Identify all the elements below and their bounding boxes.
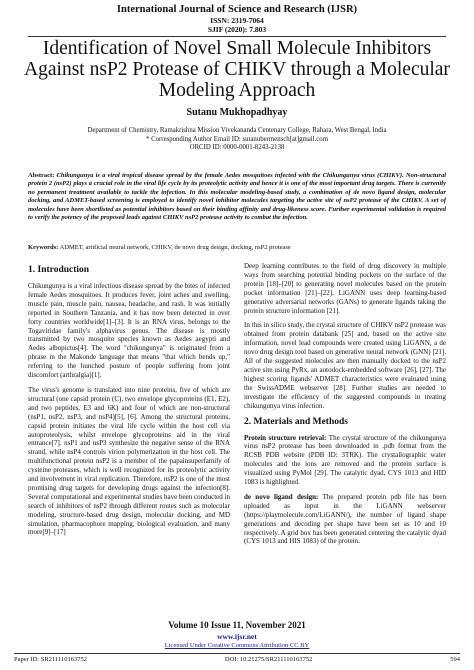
ligand-design-text: The prepared protein pdb file has been uploaded as input in the LiGANN webserver (https://playmolecule.com/LiGANN/), the number of ligand shape generations and decoding per shape have been set as 10 and 10 respectively. A grid box has been generated centering the catalytic dyad (CYS 1013 and HIS 1083) of the protein. xyxy=(244,492,446,546)
orcid-id[interactable]: ORCID ID: 0000-0001-8243-2138 xyxy=(189,144,285,152)
doi[interactable]: DOI: 10.21275/SR211110163752 xyxy=(224,656,313,663)
footer-rule xyxy=(14,653,460,654)
abstract-text: Chikungunya is a viral tropical disease spread by the female Aedes mosquitoes infected with the Chikungunya virus (CHIKV). Non-structural protein 2 (nsP2) plays a crucial role in the viral life cycle by its proteolytic activity and hence it is one of the most important drug targets. There is currently no permanent treatment available to tackle the infection. In this molecular modeling-based study, a combination of de novo ligand design, molecular docking, and ADMET-based screening is employed to identify novel inhibitor molecules targeting the active site of nsP2 protease of the CHIKV. A set of molecules have been shortlisted as potential inhibitors based on their binding affinity and drug-likeness score. Further experimental validation is required to verify the potency of the proposed leads against CHIKV nsP2 protease activity to combat the infection. xyxy=(28,172,446,222)
header-rule xyxy=(28,36,446,37)
keywords-text: ADMET, artificial neural network, CHIKV, de novo drug design, docking, nsP2 protease xyxy=(59,244,291,251)
paper-title: Identification of Novel Small Molecule Inhibitors Against nsP2 Protease of CHIKV through a Molecular Modeling Approach xyxy=(24,38,450,101)
paper-id: Paper ID: SR211110163752 xyxy=(14,656,87,663)
journal-name: International Journal of Science and Research (IJSR) xyxy=(116,4,358,15)
affiliation-block xyxy=(60,127,414,153)
methods-paragraph-2 xyxy=(244,493,446,546)
left-column xyxy=(28,262,230,543)
intro-paragraph-1: Chikungunya is a viral infectious disease spread by the bites of infected female Aedes mosquitoes. It produces fever, joint aches and swelling, muscle pain, muscle pain, nausea, headache, and rash. It was initially reported in Southern Tanzania, and it has now been detected in over forty countries worldwide[1]–[3]. It is an RNA virus, belongs to the Togaviridae family's alphavirus genus. The disease is mostly transmitted by two mosquito species known as Aedes aegypti and Aedes albopictus[4]. The word "chikungunya" is originated from a phrase in the Makonde language that means "that which bends up," referring to the hunched posture of people suffering from joint discomfort (arthralgia)[1]. xyxy=(28,282,230,380)
sjif: SJIF (2020): 7.803 xyxy=(207,25,267,34)
intro-paragraph-2: The virus's genome is translated into nine proteins, five of which are structural (one capsid protein (C), two envelope glycoproteins (E1, E2), and two peptides, E3 and 6K) and four of which are non-structural (nsP1, nsP2, nsP3, and nsP4)[5], [6]. Among the structural proteins, capsid protein initiates the viral life cycle within the host cell via autoproteolysis, whilst envelope glycoproteins aid in the viral entrance[7]. nsP1 and nsP3 synthesize the negative sense of the RNA strand, while nsP4 controls virion polymerization in the host cell. The multifunctional protein nsP2 is a member of the papainsuperfamily of cysteine proteases, which is well recognized for its proteolytic activity and involvement in viral replication. Therefore, nsP2 is one of the most promising drug targets for developing drugs against the infection[8]. Several computational and experimental studies have been conducted in search of inhibitors of nsP2 through different routes such as molecular modeling, structure-based drug design, molecular docking, and MD simulation, pharmacophore mapping, biological evaluation, and many more[9]–[17] xyxy=(28,385,230,537)
section-heading-methods: 2. Materials and Methods xyxy=(244,416,348,427)
ligand-design-label: de novo ligand design: xyxy=(244,492,319,501)
issn: ISSN: 2319-7064 xyxy=(210,16,264,25)
footer-url-link[interactable]: www.ijsr.net xyxy=(217,632,257,641)
footer-ids xyxy=(14,656,460,664)
affiliation-dept: Department of Chemistry, Ramakrishna Mission Vivekananda Centenary College, Rahara, West Bengal, India xyxy=(87,127,387,134)
author-name: Sutanu Mukhopadhyay xyxy=(186,107,288,118)
footer-issue: Volume 10 Issue 11, November 2021 xyxy=(168,620,306,630)
intro-paragraph-3: Deep learning contributes to the field of drug discovery in multiple ways from searching potential binding pockets on the surface of the protein [18]–[20] to generating novel molecules based on the protein pocket information [21]–[22]. LiGANN uses deep learning-based generative adversarial networks (GANs) to generate ligands taking the protein structure information [21]. xyxy=(244,262,446,315)
abstract-label: Abstract: xyxy=(28,172,55,179)
keywords xyxy=(28,244,446,252)
protein-retrieval-label: Protein structure retrieval: xyxy=(244,433,327,442)
section-heading-introduction: 1. Introduction xyxy=(28,265,90,275)
methods-paragraph-1 xyxy=(244,434,446,487)
footer-license-link[interactable]: Licensed Under Creative Commons Attribution CC BY xyxy=(164,642,310,649)
right-column xyxy=(244,262,446,552)
corresponding-author-email[interactable]: * Corresponding Author Email ID: sutanubermensch[at]gmail.com xyxy=(146,135,328,143)
abstract xyxy=(28,172,446,222)
protein-retrieval-text: The crystal structure of the chikungunya virus nsP2 protease has been downloaded in .pdb format from the RCSB PDB website (PDB ID: 3TRK). The crystallographic water molecules and the ions are removed and the protein surface is visualized using PyMol [29]. The catalytic dyad, CYS 1013 and HID 1083 is highlighted. xyxy=(244,433,446,487)
keywords-label: Keywords: xyxy=(28,244,59,251)
intro-paragraph-4: In this in silico study, the crystal structure of CHIKV nsP2 protease was obtained from protein databank [25] and, based on the active site information, novel lead compounds were created using LiGANN, a de novo drug design tool based on generative neural network (GNN) [21]. All of the suggested molecules are then manually docked to the nsP2 active site using PyRx, an autodock-embedded software [26], [27]. The highest scoring ligands' ADMET characteristics were evaluated using the SwissADME webserver [28]. Further studies are needed to investigate the efficiency of the suggested compounds in treating chikungunya virus infection. xyxy=(244,321,446,410)
page-number: 594 xyxy=(450,656,460,663)
